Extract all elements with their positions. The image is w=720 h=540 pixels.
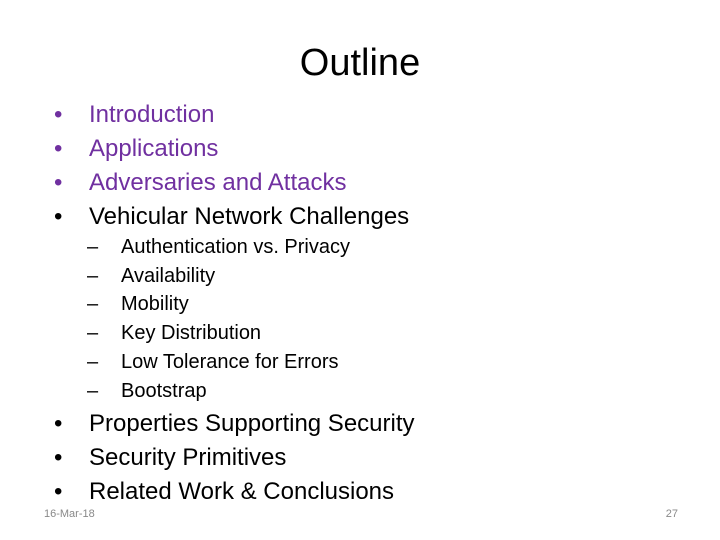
dash-icon: – [87,322,99,345]
outline-list-top [54,98,410,234]
outline-subitem-label: Key Distribution [121,322,262,345]
outline-item-vehicular-challenges [54,200,410,234]
outline-subitem-label: Low Tolerance for Errors [121,350,339,373]
outline-item-label: Introduction [89,101,215,128]
outline-item-label: Security Primitives [89,444,287,471]
outline-item-label: Properties Supporting Security [89,410,415,437]
bullet-icon: • [54,135,63,162]
outline-subitem-label: Bootstrap [121,379,207,402]
outline-list-bottom [54,407,415,509]
dash-icon: – [87,264,99,287]
footer-page-number: 27 [665,508,678,520]
bullet-icon: • [54,444,63,471]
outline-item-label: Vehicular Network Challenges [89,203,410,230]
dash-icon: – [87,350,99,373]
outline-subitem [87,290,350,319]
bullet-icon: • [54,169,63,196]
outline-item-label: Adversaries and Attacks [89,169,347,196]
outline-item-label: Related Work & Conclusions [89,478,395,505]
dash-icon: – [87,379,99,402]
outline-item-applications [54,132,409,166]
outline-subitem-label: Availability [121,264,216,287]
slide-title-text: Outline [299,42,421,84]
outline-item-related-work [54,475,415,509]
outline-item-security-primitives [54,441,415,475]
outline-item-label: Applications [89,135,219,162]
outline-subitem [87,233,350,262]
dash-icon: – [87,236,99,258]
outline-item-adversaries [54,166,409,200]
outline-subitem [87,348,350,377]
outline-sublist [87,233,350,405]
bullet-icon: • [54,203,63,230]
bullet-icon: • [54,410,63,437]
bullet-icon: • [54,101,63,128]
footer-date: 16-Mar-18 [44,508,95,520]
outline-subitem-label: Authentication vs. Privacy [121,236,350,258]
outline-subitem [87,377,350,406]
outline-subitem [87,262,350,291]
outline-item-properties [54,407,415,441]
outline-subitem-label: Mobility [121,293,189,316]
outline-subitem [87,319,350,348]
dash-icon: – [87,293,99,316]
slide-title [0,44,720,82]
bullet-icon: • [54,478,63,505]
outline-item-introduction [54,98,409,132]
